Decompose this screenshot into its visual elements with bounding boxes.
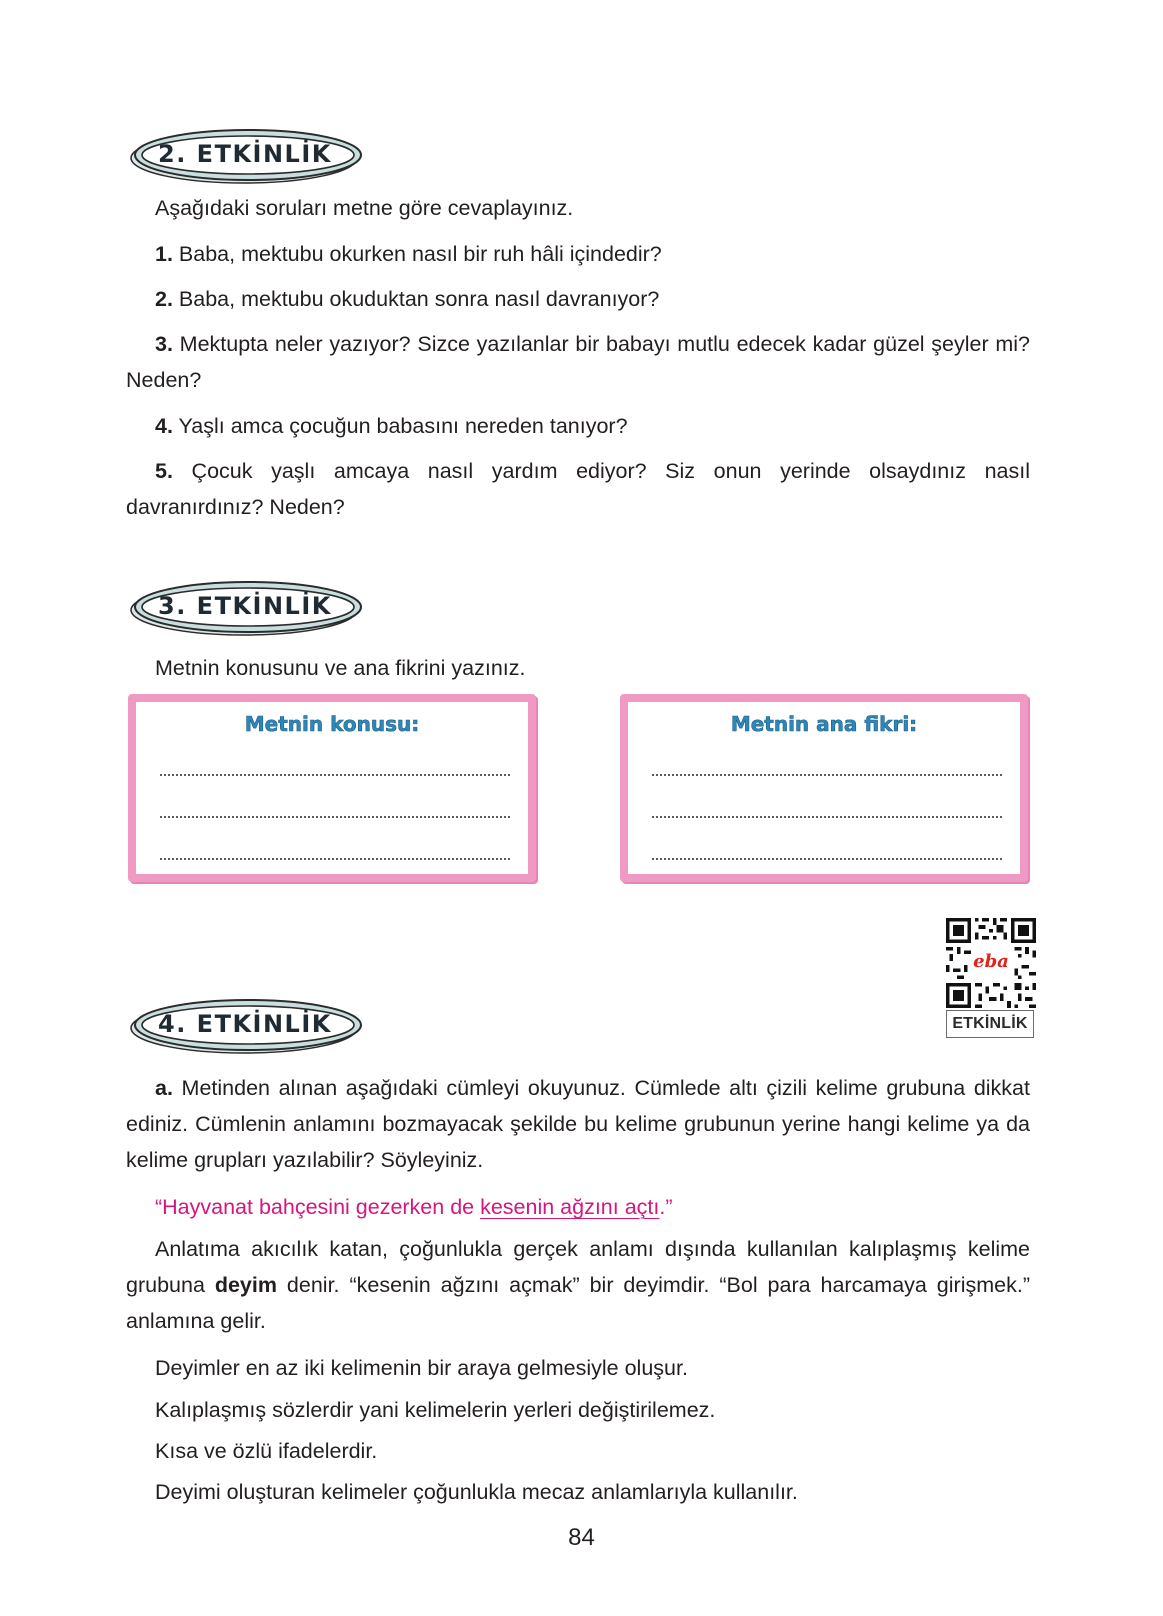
question-4 — [155, 408, 1030, 444]
answer-line[interactable] — [652, 816, 1002, 818]
answer-line[interactable] — [652, 858, 1002, 860]
fact-2: Kalıplaşmış sözlerdir yani kelimelerin yerleri değiştirilemez. — [155, 1398, 716, 1422]
badge-label: 4. ETKİNLİK — [158, 1010, 332, 1038]
question-2 — [155, 281, 1030, 317]
question-number: 2. — [155, 287, 173, 311]
item-label: a. — [155, 1076, 173, 1100]
answer-line[interactable] — [160, 774, 510, 776]
etkinlik-2-intro: Aşağıdaki soruları metne göre cevaplayınız. — [155, 196, 574, 220]
underlined-phrase: kesenin ağzını açtı — [480, 1195, 660, 1219]
main-idea-box-title: Metnin ana fikri: — [730, 712, 918, 736]
question-number: 3. — [155, 332, 173, 356]
answer-line[interactable] — [160, 816, 510, 818]
definition-term: deyim — [214, 1273, 277, 1297]
badge-label: 2. ETKİNLİK — [158, 140, 332, 168]
fact-4: Deyimi oluşturan kelimeler çoğunlukla mecaz anlamlarıyla kullanılır. — [155, 1480, 798, 1504]
etkinlik-4-badge — [126, 996, 370, 1056]
topic-box-title: Metnin konusu: — [244, 712, 420, 736]
question-number: 1. — [155, 242, 173, 266]
answer-line[interactable] — [652, 774, 1002, 776]
etkinlik-2-badge — [126, 126, 370, 186]
main-idea-box — [620, 694, 1028, 882]
definition-end: denir. “kesenin ağzını açmak” bir deyimdir. “Bol para harcamaya girişmek.” anlamına gelir. — [126, 1273, 1030, 1333]
fact-1: Deyimler en az iki kelimenin bir araya gelmesiyle oluşur. — [155, 1356, 688, 1380]
question-text: Mektupta neler yazıyor? Sizce yazılanlar bir babayı mutlu edecek kadar güzel şeyler mi? Neden? — [126, 332, 1030, 392]
quote-start: “Hayvanat bahçesini gezerken de — [155, 1195, 481, 1219]
question-3 — [126, 326, 1030, 398]
question-text: Baba, mektubu okuduktan sonra nasıl davranıyor? — [178, 287, 660, 311]
eba-logo: eba — [973, 950, 1009, 972]
example-quote — [155, 1189, 673, 1225]
question-text: Çocuk yaşlı amcaya nasıl yardım ediyor? Siz onun yerinde olsaydınız nasıl davranırdınız? Neden? — [126, 459, 1030, 519]
topic-box — [128, 694, 536, 882]
quote-end: .” — [659, 1195, 673, 1219]
question-text: Yaşlı amca çocuğun babasını nereden tanıyor? — [178, 414, 628, 438]
answer-line[interactable] — [160, 858, 510, 860]
question-text: Baba, mektubu okurken nasıl bir ruh hâli içindedir? — [178, 242, 662, 266]
definition-start: Anlatıma akıcılık katan, çoğunlukla gerçek anlamı dışında kullanılan kalıplaşmış kelime grubuna — [126, 1237, 1030, 1297]
qr-code[interactable] — [946, 918, 1036, 1008]
badge-label: 3. ETKİNLİK — [158, 592, 332, 620]
question-5 — [126, 453, 1030, 525]
etkinlik-3-intro: Metnin konusunu ve ana fikrini yazınız. — [155, 656, 526, 680]
item-text: Metinden alınan aşağıdaki cümleyi okuyunuz. Cümlede altı çizili kelime grubuna dikkat ediniz. Cümlenin anlamını bozmayacak şekilde bu kelime grubunun yerine hangi kelime ya da kelime grupları yazılabilir? Söyleyiniz. — [126, 1076, 1030, 1172]
fact-3: Kısa ve özlü ifadelerdir. — [155, 1439, 378, 1463]
question-number: 5. — [155, 459, 173, 483]
question-number: 4. — [155, 414, 173, 438]
qr-code-icon — [946, 918, 1036, 1008]
etkinlik-4-a-paragraph — [126, 1070, 1030, 1178]
page-number: 84 — [568, 1524, 595, 1551]
deyim-definition — [126, 1231, 1030, 1339]
etkinlik-3-badge — [126, 578, 370, 638]
qr-etkinlik-label: ETKİNLİK — [946, 1010, 1034, 1038]
question-1 — [155, 236, 1030, 272]
